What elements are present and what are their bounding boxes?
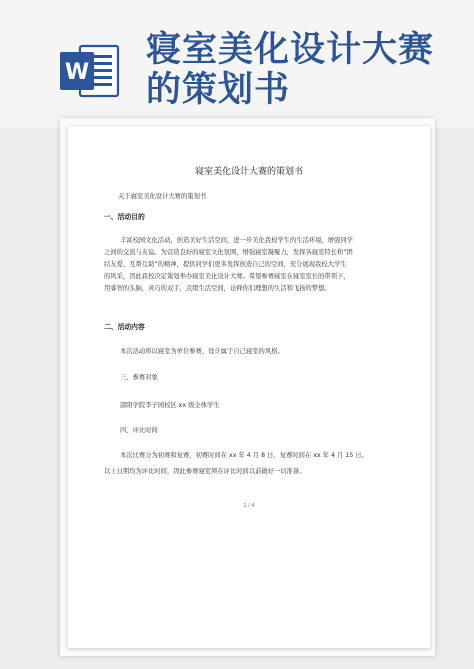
document-line: 本次活动将以寝室为单位参赛，设计属于自己寝室的风格。 [120, 348, 284, 355]
document-line: 以上日期均为评比时间，因此参赛寝室须在评比时间以前做好一切准备。 [104, 468, 306, 475]
banner-title [146, 30, 466, 110]
document-title: 寝室美化设计大赛的策划书 [194, 167, 303, 177]
document-line: 用睿智的头脑，灵巧的双手，点缀生活空间，诠释你们理想的生活和飞扬的梦想。 [104, 285, 331, 292]
document-line: 关于寝室美化设计大赛的策划书 [118, 193, 207, 200]
section-heading: 二、活动内容 [104, 323, 145, 331]
document-line: 三、参赛对象 [120, 374, 158, 381]
document-line: 四、评比时间 [120, 427, 158, 434]
document-line: 本次比赛分为初赛和复赛，初赛时间在 xx 年 4 月 8 日，复赛时间在 xx 年 4 月 15 日。 [120, 452, 368, 459]
document-line: 的风采，因此我校决定策划举办寝室美化设计大赛。希望参赛寝室在寝室室长的带领下， [104, 273, 350, 280]
banner [0, 0, 474, 128]
document-page [68, 126, 430, 648]
section-heading: 一、活动目的 [104, 213, 145, 221]
banner-title-line2: 的策划书 [146, 70, 291, 110]
banner-title-line1: 寝室美化设计大赛 [146, 30, 435, 70]
page-number: 1 / 4 [243, 503, 255, 509]
document-line: 之间的交流与友谊。为营造良好的寝室文化氛围，增强寝室凝聚力，发挥各寝室特长和“团 [104, 249, 353, 256]
document-line: 结友爱、互帮互助”的精神，提供同学们更多发挥创造自己的空间，充分展现我校大学生 [104, 261, 347, 268]
document-line: 丰富校园文化活动，创造美好生活空间，进一步美化我校学生的生活环境，增强同学 [120, 237, 353, 244]
document-line: 邵阳学院李子园校区 xx 级全体学生 [120, 402, 220, 409]
word-icon-letter: W [64, 60, 90, 85]
word-document-icon [58, 40, 120, 102]
